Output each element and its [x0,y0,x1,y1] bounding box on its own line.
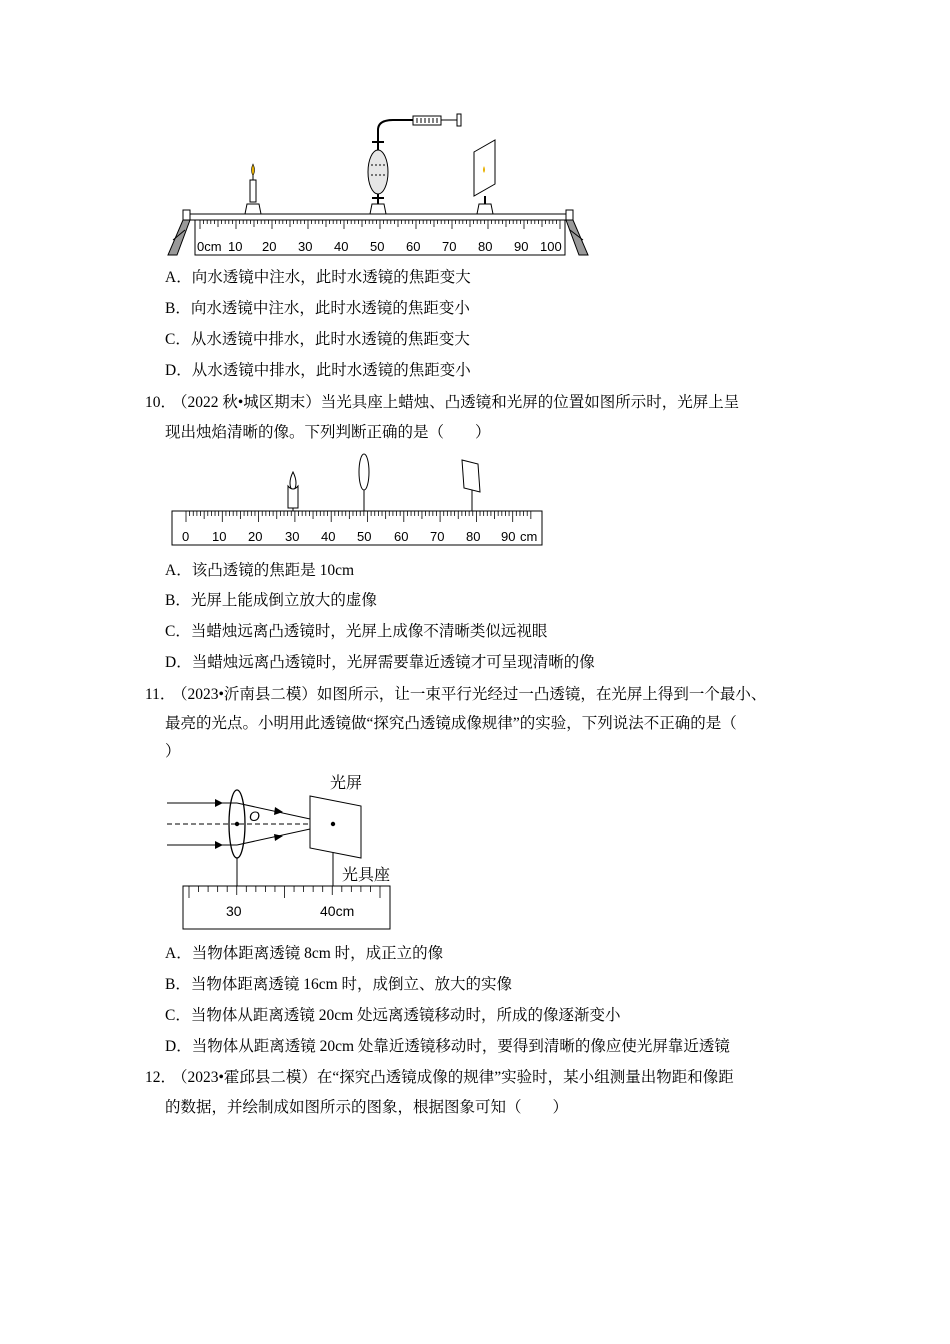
bench-label: 光具座 [342,867,391,884]
q9-option-c[interactable]: C．从水透镜中排水，此时水透镜的焦距变大 [165,331,470,348]
q12-stem-line1: （2023•霍邱县二模）在“探究凸透镜成像的规律”实验时，某小组测量出物距和像距 [172,1069,734,1086]
lens-center-label: O [249,808,260,824]
screen-label: 光屏 [330,775,363,792]
candle [288,472,298,512]
q9-option-b[interactable]: B．向水透镜中注水，此时水透镜的焦距变小 [165,300,470,317]
bench-left-stand [168,210,190,255]
q10-option-a[interactable]: A．该凸透镜的焦距是 10cm [165,562,355,579]
ruler-label: 0cm [197,239,222,254]
bench-right-stand [566,210,588,255]
water-lens [368,120,413,214]
q11-stem-line1: （2023•沂南县二模）如图所示，让一束平行光经过一凸透镜，在光屏上得到一个最小、 [172,686,767,703]
ruler-label: 30 [285,529,300,544]
ruler-label: 70 [430,529,445,544]
q10-number: 10． [145,394,177,411]
ruler-label: 40 [334,239,349,254]
q9-figure [165,110,595,260]
ruler-label: 30 [298,239,313,254]
ruler-label: 30 [226,903,242,919]
ruler-label: 60 [394,529,409,544]
q11-option-a[interactable]: A．当物体距离透镜 8cm 时，成正立的像 [165,945,444,962]
syringe [413,114,461,126]
q10-stem-line1: （2022 秋•城区期末）当光具座上蜡烛、凸透镜和光屏的位置如图所示时，光屏上呈 [172,394,740,411]
q11-stem-line3: ） [165,743,181,760]
ruler-label: 90 [501,529,516,544]
q12-number: 12． [145,1069,177,1086]
q10-stem-line2: 现出烛焰清晰的像。下列判断正确的是（ ） [165,424,491,441]
ruler-label: 100 [540,239,562,254]
ruler-label: 10 [228,239,243,254]
q11-option-c[interactable]: C．当物体从距离透镜 20cm 处远离透镜移动时，所成的像逐渐变小 [165,1007,621,1024]
ruler-label: 90 [514,239,529,254]
q10-figure [168,452,548,548]
q11-number: 11． [145,686,176,703]
ruler-label: 60 [406,239,421,254]
light-rays [167,799,333,849]
light-screen [462,460,480,512]
q10-option-d[interactable]: D．当蜡烛远离凸透镜时，光屏需要靠近透镜才可呈现清晰的像 [165,654,595,671]
q11-option-b[interactable]: B．当物体距离透镜 16cm 时，成倒立、放大的实像 [165,976,513,993]
q11-stem-line2: 最亮的光点。小明用此透镜做“探究凸透镜成像规律”的实验，下列说法不正确的是（ [165,715,737,732]
q9-option-d[interactable]: D．从水透镜中排水，此时水透镜的焦距变小 [165,362,471,379]
ruler-label: 80 [466,529,481,544]
ruler-label: 50 [357,529,372,544]
ruler-label: 80 [478,239,493,254]
convex-lens [359,454,369,512]
ruler-label: 20 [248,529,263,544]
ruler-label: 10 [212,529,227,544]
ruler-label: 0 [182,529,190,544]
q11-figure [165,768,400,933]
candle [245,164,261,214]
q9-option-a[interactable]: A．向水透镜中注水，此时水透镜的焦距变大 [165,269,471,286]
q11-option-d[interactable]: D．当物体从距离透镜 20cm 处靠近透镜移动时，要得到清晰的像应使光屏靠近透镜 [165,1038,730,1055]
ruler-body [183,886,390,929]
ruler-label: 20 [262,239,277,254]
q12-stem-line2: 的数据，并绘制成如图所示的图象，根据图象可知（ ） [165,1099,569,1116]
bench-rail [190,214,566,220]
ruler-unit: cm [520,529,538,544]
ruler-label: 50 [370,239,385,254]
q10-option-b[interactable]: B．光屏上能成倒立放大的虚像 [165,592,377,609]
ruler-label: 40 [321,529,336,544]
light-screen [474,140,495,214]
ruler-label: 40cm [320,903,355,919]
ruler-label: 70 [442,239,457,254]
q10-option-c[interactable]: C．当蜡烛远离凸透镜时，光屏上成像不清晰类似远视眼 [165,623,548,640]
